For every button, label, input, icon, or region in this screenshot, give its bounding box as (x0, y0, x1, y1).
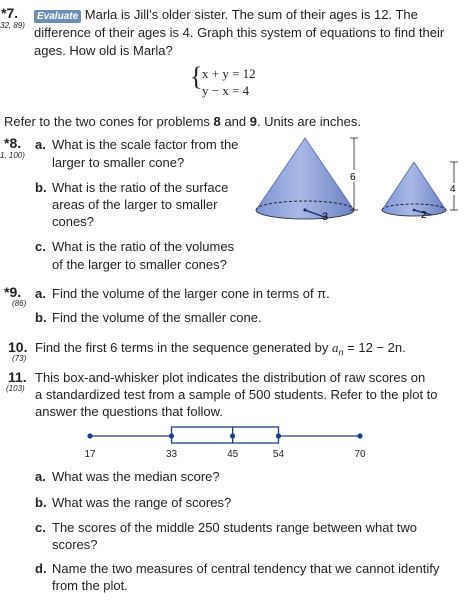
problem-7-line3: ages. How old is Marla? (34, 43, 173, 58)
intro-problem-9: 9 (249, 114, 257, 129)
tick-label: 33 (165, 449, 178, 460)
problem-9b-text: Find the volume of the smaller cone. (52, 310, 262, 325)
small-cone (382, 162, 446, 216)
problem-8-ref: 1, 100) (0, 151, 25, 160)
problem-7-ref: 32, 89) (0, 21, 25, 30)
problem-11d-label: d. (35, 561, 47, 576)
intro-text: . Units are inches. (256, 114, 361, 129)
problem-11b-label: b. (35, 495, 47, 510)
problem-11d-line2: from the plot. (52, 578, 128, 593)
problem-11a-label: a. (35, 469, 46, 484)
problem-11-ref: (103) (6, 384, 25, 393)
problem-10-ref: (73) (12, 354, 27, 363)
large-radius-label: 3 (322, 211, 329, 223)
problem-10-text (35, 339, 406, 362)
problem-11c-line1: The scores of the middle 250 students range between what two (52, 520, 417, 535)
problem-11a-text: What was the median score? (52, 469, 220, 484)
box-whisker-plot (0, 420, 469, 465)
small-radius-label: 2 (421, 210, 427, 221)
median-point (230, 433, 235, 438)
evaluate-badge: Evaluate (34, 10, 81, 23)
equation-2: y − x = 4 (202, 83, 250, 98)
problem-number: 7. (6, 5, 19, 21)
star-marker: * (4, 284, 10, 300)
small-height-label: 4 (450, 184, 456, 195)
problem-8b-line1: What is the ratio of the surface (52, 180, 229, 195)
tick-label: 17 (84, 449, 96, 460)
tick-label: 70 (354, 449, 366, 460)
problem-9a-label: a. (35, 286, 46, 301)
problem-7-number (1, 5, 18, 22)
problem-number: 8. (9, 135, 22, 151)
problem-9-ref: (86) (12, 299, 27, 308)
problem-10-number: 10. (8, 339, 28, 355)
problem-11-number: 11. (8, 369, 27, 385)
system-brace: { (190, 62, 203, 91)
problem-8b-line2: areas of the larger to smaller (52, 197, 218, 212)
problem-11c-label: c. (35, 520, 46, 535)
q3-point (276, 433, 281, 438)
problem-11b-text: What was the range of scores? (52, 495, 232, 510)
problem-7-line1 (34, 6, 418, 23)
problem-11d-line1: Name the two measures of central tendency that we cannot identify (52, 561, 440, 576)
problem-11c-line2: scores? (52, 537, 98, 552)
max-point (357, 433, 362, 438)
intro-text: Refer to the two cones for problems (4, 114, 214, 129)
intro-text: and (220, 114, 250, 129)
interquartile-box (172, 427, 279, 443)
problem-8b-label: b. (35, 180, 47, 195)
min-point (87, 433, 92, 438)
cones-figure (250, 128, 469, 238)
problem-11-line2: a standardized test from a sample of 500 students. Refer to the plot to (35, 387, 438, 402)
problem-8-number (4, 135, 21, 152)
sequence-subscript: n (338, 347, 344, 358)
problem-8a-line2: larger to smaller cone? (52, 155, 185, 170)
problem-8a-label: a. (35, 137, 46, 152)
intro-problem-8: 8 (213, 114, 221, 129)
sequence-term: a (332, 340, 339, 355)
problem-9b-label: b. (35, 310, 47, 325)
problem-8a-line1: What is the scale factor from the (52, 137, 239, 152)
star-marker: * (1, 5, 7, 21)
large-cone (256, 138, 354, 219)
problem-number: 9. (9, 284, 22, 300)
problem-8b-line3: cones? (52, 214, 94, 229)
problem-10-text-post: = 12 − 2n. (343, 340, 406, 355)
q1-point (169, 433, 174, 438)
equation-1: x + y = 12 (202, 66, 256, 81)
tick-label: 54 (272, 449, 285, 460)
star-marker: * (4, 135, 10, 151)
problem-8c-label: c. (35, 239, 46, 254)
problem-9a-text: Find the volume of the larger cone in terms of π. (52, 286, 330, 301)
problem-7-text: Marla is Jill’s older sister. The sum of their ages is 12. The (84, 7, 418, 22)
tick-label: 45 (227, 449, 239, 460)
problem-11-line1: This box-and-whisker plot indicates the distribution of raw scores on (35, 370, 426, 385)
problem-10-text-pre: Find the first 6 terms in the sequence generated by (35, 340, 333, 355)
large-height-label: 6 (350, 172, 356, 183)
problem-8c-line2: of the larger to smaller cones? (52, 257, 227, 272)
problem-11-line3: answer the questions that follow. (35, 404, 223, 419)
problem-7-line2: difference of their ages is 4. Graph this system of equations to find their (34, 25, 445, 40)
problem-8c-line1: What is the ratio of the volumes (52, 239, 235, 254)
